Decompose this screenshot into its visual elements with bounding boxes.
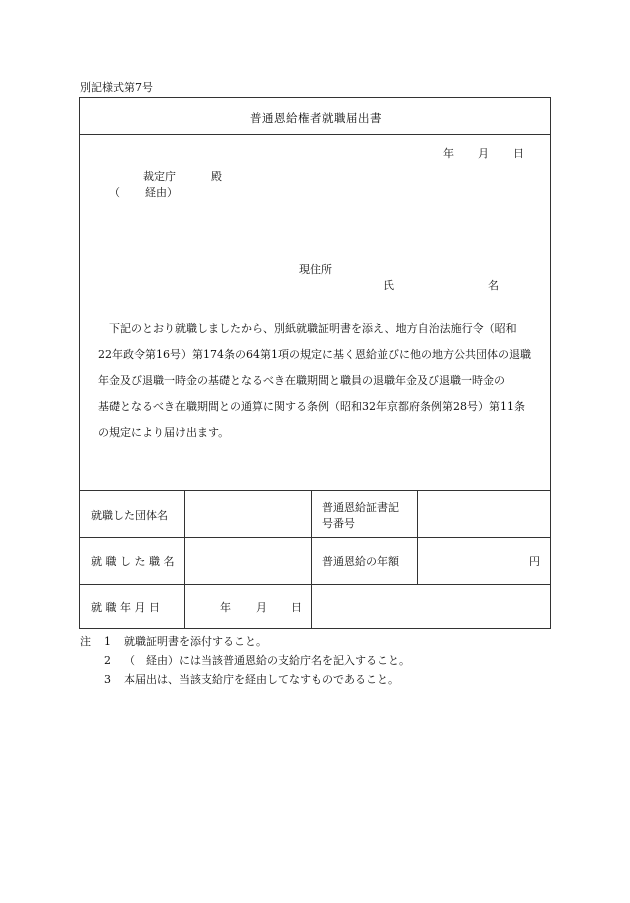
- body-line: の規定により届け出ます。: [98, 426, 230, 439]
- annual-amount-label: 普通恩給の年額: [322, 555, 399, 568]
- table-row-rule: [80, 584, 550, 585]
- yen-unit: 円: [529, 555, 540, 568]
- note-text: （ 経由）には当該普通恩給の支給庁名を記入すること。: [124, 654, 410, 667]
- via-label: 経由）: [145, 186, 178, 199]
- note-item: [80, 651, 410, 670]
- notes-section: [80, 632, 410, 689]
- addressee-honorific: 殿: [211, 170, 222, 183]
- note-number: 3: [104, 673, 111, 686]
- table-col-rule: [417, 490, 418, 584]
- employment-date-day: 日: [291, 601, 302, 614]
- employer-label: 就職した団体名: [91, 509, 168, 522]
- table-col-rule: [311, 490, 312, 628]
- note-item: [80, 670, 410, 689]
- body-line: 年金及び退職一時金の基礎となるべき在職期間と職員の退職年金及び退職一時金の: [98, 374, 505, 387]
- form-number: 別記様式第7号: [80, 81, 153, 94]
- name-label-first: 氏: [383, 279, 394, 292]
- body-line: 下記のとおり就職しましたから、別紙就職証明書を添え、地方自治法施行令（昭和: [98, 322, 517, 335]
- name-label-second: 名: [488, 279, 499, 292]
- form-title: 普通恩給権者就職届出書: [250, 111, 382, 125]
- note-item: [80, 632, 410, 651]
- employment-date-label: 就 職 年 月 日: [91, 601, 160, 614]
- note-text: 本届出は、当該支給庁を経由してなすものであること。: [124, 673, 399, 686]
- address-label: 現住所: [299, 263, 332, 276]
- cert-number-label-line2: 号番号: [322, 517, 355, 530]
- table-col-rule: [184, 490, 185, 628]
- addressee-office: 裁定庁: [143, 170, 176, 183]
- cert-number-label-line1: 普通恩給証書記: [322, 501, 399, 514]
- via-open-paren: （: [109, 186, 120, 199]
- body-line: 22年政令第16号）第174条の64第1項の規定に基く恩給並びに他の地方公共団体の退職: [98, 348, 531, 361]
- employment-date-month: 月: [256, 601, 267, 614]
- body-line: 基礎となるべき在職期間との通算に関する条例（昭和32年京都府条例第28号）第11条: [98, 400, 525, 413]
- body-paragraph: [98, 316, 540, 446]
- employment-date-year: 年: [220, 601, 231, 614]
- note-number: 2: [104, 654, 111, 667]
- date-day: 日: [513, 147, 524, 160]
- date-month: 月: [478, 147, 489, 160]
- title-divider: [80, 134, 550, 135]
- table-top-rule: [80, 490, 550, 491]
- form-frame: [79, 97, 551, 629]
- date-year: 年: [443, 147, 454, 160]
- table-row-rule: [80, 537, 550, 538]
- note-number: 1: [104, 635, 111, 648]
- position-label: 就 職 し た 職 名: [91, 555, 175, 568]
- notes-lead: 注: [80, 635, 91, 648]
- note-text: 就職証明書を添付すること。: [124, 635, 267, 648]
